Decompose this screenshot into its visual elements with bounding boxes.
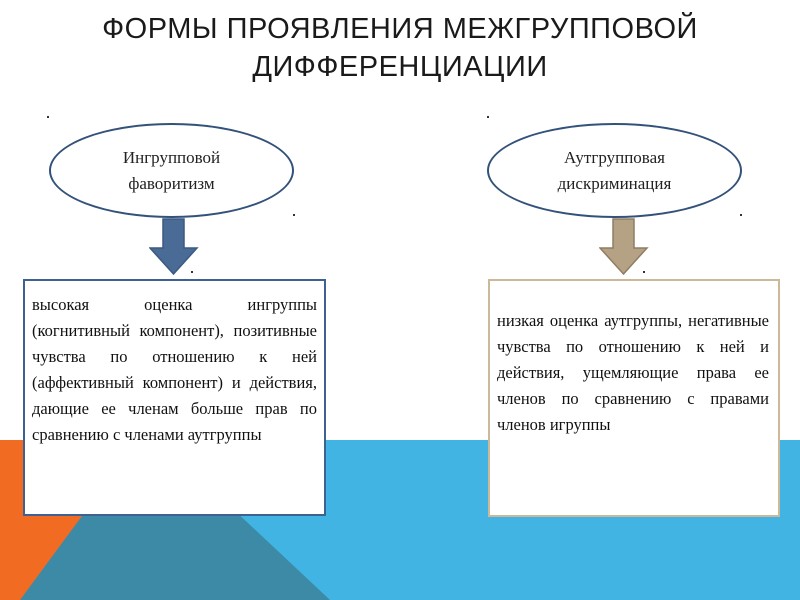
outgroup-description-text: низкая оценка аутгруппы, негативные чувства по отношению к ней и действия, ущемляющие права ее членов по сравнению с правами членов игруппы [497,311,769,434]
title-line-2: ДИФФЕРЕНЦИАЦИИ [252,51,548,83]
ingroup-oval-line-2: фаворитизм [128,173,215,193]
title-line-1: ФОРМЫ ПРОЯВЛЕНИЯ МЕЖГРУППОВОЙ [102,13,698,45]
dot-marker [740,214,742,216]
dot-marker [293,214,295,216]
outgroup-description-box [488,279,780,517]
outgroup-oval-line-1: Аутгрупповая [564,147,665,167]
dot-marker [47,116,49,118]
ingroup-favoritism-oval [49,123,294,218]
ingroup-oval-line-1: Ингрупповой [122,147,221,167]
down-arrow-icon [149,218,199,276]
slide-title [0,10,800,86]
outgroup-oval-line-2: дискриминация [557,173,672,193]
dot-marker [487,116,489,118]
down-arrow-icon [599,218,649,276]
outgroup-discrimination-oval [487,123,742,218]
ingroup-description-box [23,279,326,516]
ingroup-description-text: высокая оценка ингруппы (когнитивный компонент), позитивные чувства по отношению к ней (аффективный компонент) и действия, дающие ее членам больше прав по сравнению с членами аутгруппы [32,295,317,444]
